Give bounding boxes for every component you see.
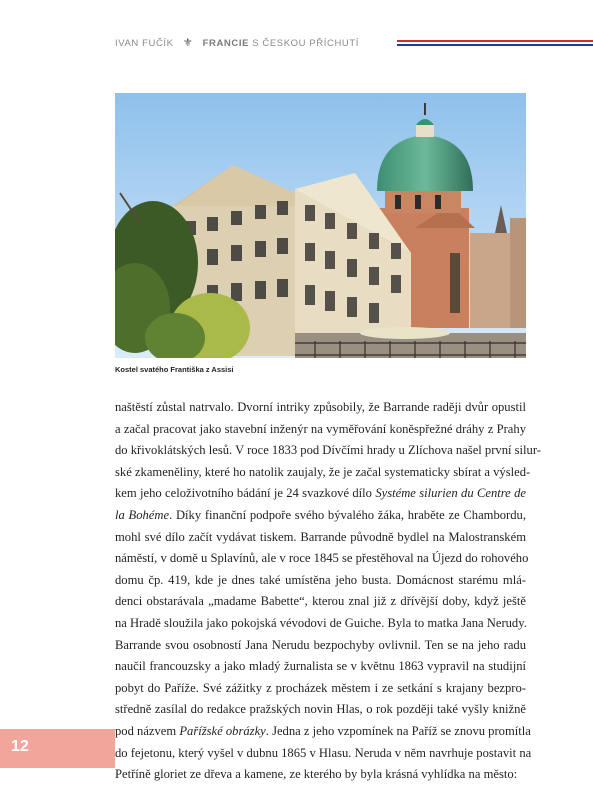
text-run: . Díky finanční podpoře svého bývalého žáka, hraběte ze Chambordu, [169,507,526,522]
text-run: . Jedna z jeho vzpomínek na Paříž se znovu promítla [265,723,531,738]
header-author: IVAN FUČÍK [115,38,174,49]
photo-caption: Kostel svatého Františka z Assisi [115,365,234,374]
text-run: do křivoklátských lesů. V roce 1833 pod Dívčími hrady u Zlíchova našel první silur- [115,443,541,458]
body-text-line [115,699,526,721]
body-text-line [115,462,531,484]
fleur-de-lis-icon: ⚜ [182,37,194,49]
body-text-line [115,548,529,570]
text-run: Barrande svou osobností Jana Nerudu bezpochyby ovlivnil. Ten se na jeho radu [115,637,526,652]
text-run: na Hradě sloužila jako pokojská vévodovi de Guiche. Byla to matka Jana Nerudy. [115,615,527,630]
body-text-line [115,505,526,527]
text-run: denci obstarávala „madame Babette“, kterou znal již z dřívější doby, když ještě [115,594,526,609]
body-text-line [115,570,526,592]
text-run: naučil francouzsky a jako mladý žurnalista se v květnu 1863 vypravil na studijní [115,659,526,674]
text-run: kem jeho celoživotního bádání je 24 svazkové dílo [115,486,376,501]
body-text-line [115,743,532,765]
text-run: ské zkameněliny, které ho natolik zaujaly, že je začal systematicky sbírat a výsled- [115,464,531,479]
body-text-line [115,721,531,743]
header-book-title-rest: S ČESKOU PŘÍCHUTÍ [249,38,360,49]
tricolor-rule [397,40,593,47]
text-run: Petříně gloriet ze dřeva a kamene, ze kterého by byla krásná vyhlídka na město: [115,767,518,782]
text-run: pod názvem [115,723,180,738]
body-text-line [115,613,526,635]
text-run: náměstí, v domě u Splavínů, ale v roce 1845 se přestěhoval na Újezd do rohového [115,551,529,566]
tricolor-blue-stripe [397,44,593,46]
running-header [115,36,359,49]
body-text-line [115,635,526,657]
text-run: mohl své dílo začít vydávat tiskem. Barrande původně bydlel na Malostranském [115,529,526,544]
page-number-box [0,729,115,768]
text-run: naštěstí zůstal natrvalo. Dvorní intriky způsobily, že Barrande raději dvůr opustil [115,400,526,414]
text-run: do fejetonu, který vyšel v dubnu 1865 v Hlasu. Neruda v něm navrhuje postavit na [115,745,532,760]
italic-title: la Bohéme [115,507,170,522]
body-text-line [115,397,526,419]
body-text-line [115,678,526,700]
body-text-line [115,656,526,678]
page-number: 12 [11,738,29,755]
text-run: pobyt do Paříže. Své zážitky z procházek městem i ze setkání s krajany bezpro- [115,680,526,695]
text-run: a začal pracovat jako stavební inženýr na vyměřování koněspřežné dráhy z Prahy [115,421,526,436]
text-run: středně zasílal do redakce pražských novin Hlas, o rok později také vyšly knižně [115,702,526,717]
body-text-line [115,483,526,505]
body-text-line [115,440,541,462]
body-text-line [115,764,526,786]
italic-title: Systéme silurien du Centre de [375,486,526,501]
body-text-line [115,591,526,613]
italic-title: Pařížské obrázky [179,723,266,738]
church-photo [115,93,526,358]
header-book-title-bold: FRANCIE [202,38,249,49]
text-run: domu čp. 419, kde je dnes také umístěna jeho busta. Domácnost starému mlá- [115,572,526,587]
body-text [115,397,541,786]
body-text-line [115,527,526,549]
body-text-line [115,419,526,441]
